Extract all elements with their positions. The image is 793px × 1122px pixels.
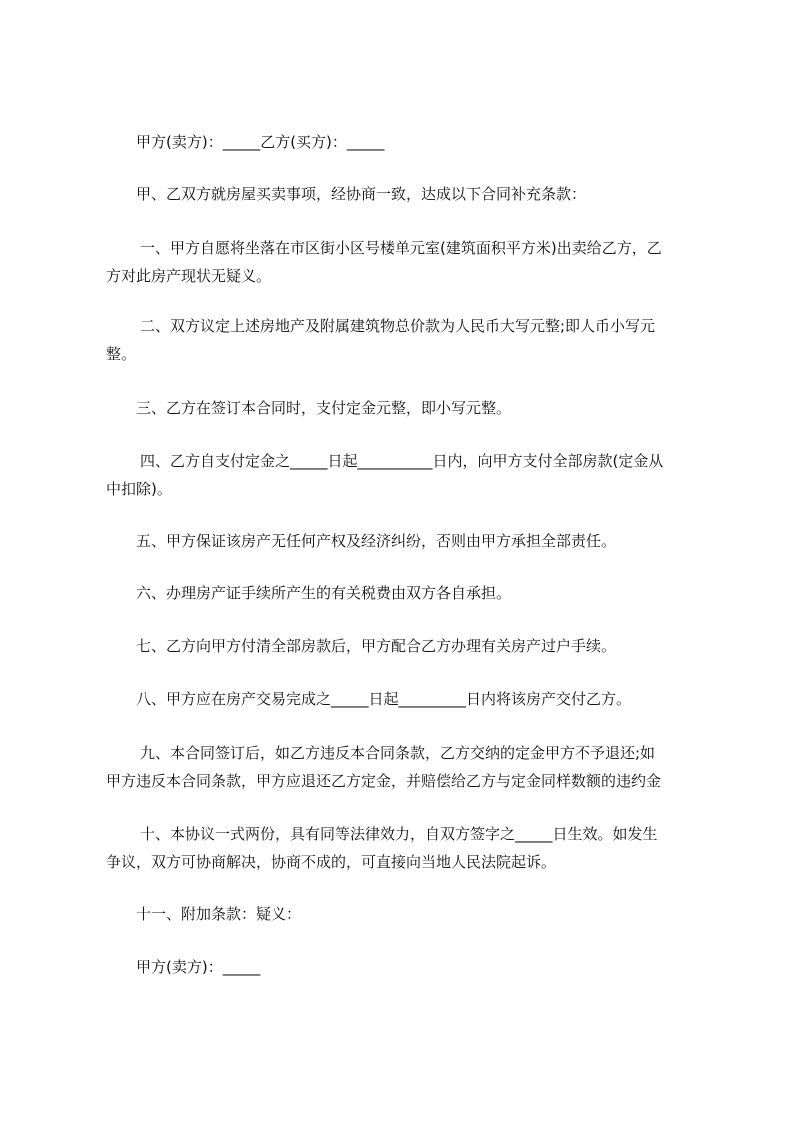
clause-2-line-1: 二、双方议定上述房地产及附属建筑物总价款为人民币大写元整;即人币小写元 (140, 317, 656, 335)
signature-text: 甲方(卖方)：_____ (136, 958, 261, 976)
clause-1-line-1: 一、甲方自愿将坐落在市区街小区号楼单元室(建筑面积平方米)出卖给乙方，乙 (140, 239, 662, 257)
clause-9-line-2: 甲方违反本合同条款，甲方应退还乙方定金，并赔偿给乙方与定金同样数额的违约金 (106, 772, 662, 790)
clause-11 (106, 900, 696, 928)
clause-10 (106, 820, 696, 876)
clause-10-line-2: 争议，双方可协商解决，协商不成的，可直接向当地人民法院起诉。 (106, 853, 557, 871)
clause-7-text: 七、乙方向甲方付清全部房款后，甲方配合乙方办理有关房产过户手续。 (136, 637, 617, 655)
clause-7 (106, 632, 696, 660)
clause-11-text: 十一、附加条款：疑义： (136, 905, 302, 923)
clause-8 (106, 685, 696, 713)
clause-1 (106, 234, 696, 290)
clause-9-line-1: 九、本合同签订后，如乙方违反本合同条款，乙方交纳的定金甲方不予退还;如 (140, 744, 656, 762)
clause-8-text: 八、甲方应在房产交易完成之_____日起_________日内将该房产交付乙方。 (136, 690, 632, 708)
clause-9 (106, 739, 696, 795)
clause-3 (106, 394, 696, 422)
party-line-text: 甲方(卖方)：_____乙方(买方)：_____ (136, 133, 385, 151)
clause-4 (106, 447, 696, 503)
intro-text: 甲、乙双方就房屋买卖事项，经协商一致，达成以下合同补充条款： (136, 185, 587, 203)
clause-3-text: 三、乙方在签订本合同时，支付定金元整，即小写元整。 (136, 399, 512, 417)
party-line (106, 128, 696, 156)
intro-paragraph (106, 180, 696, 208)
clause-4-line-2: 中扣除)。 (106, 480, 172, 498)
clause-5 (106, 527, 696, 555)
clause-6 (106, 579, 696, 607)
clause-6-text: 六、办理房产证手续所产生的有关税费由双方各自承担。 (136, 584, 512, 602)
clause-1-line-2: 方对此房产现状无疑义。 (106, 267, 272, 285)
clause-2 (106, 312, 696, 368)
clause-2-line-2: 整。 (106, 345, 137, 363)
clause-4-line-1: 四、乙方自支付定金之_____日起__________日内，向甲方支付全部房款(定金从 (140, 452, 664, 470)
clause-5-text: 五、甲方保证该房产无任何产权及经济纠纷，否则由甲方承担全部责任。 (136, 532, 617, 550)
signature-line (106, 953, 696, 981)
clause-10-line-1: 十、本协议一式两份，具有同等法律效力，自双方签字之_____日生效。如发生 (140, 825, 658, 843)
